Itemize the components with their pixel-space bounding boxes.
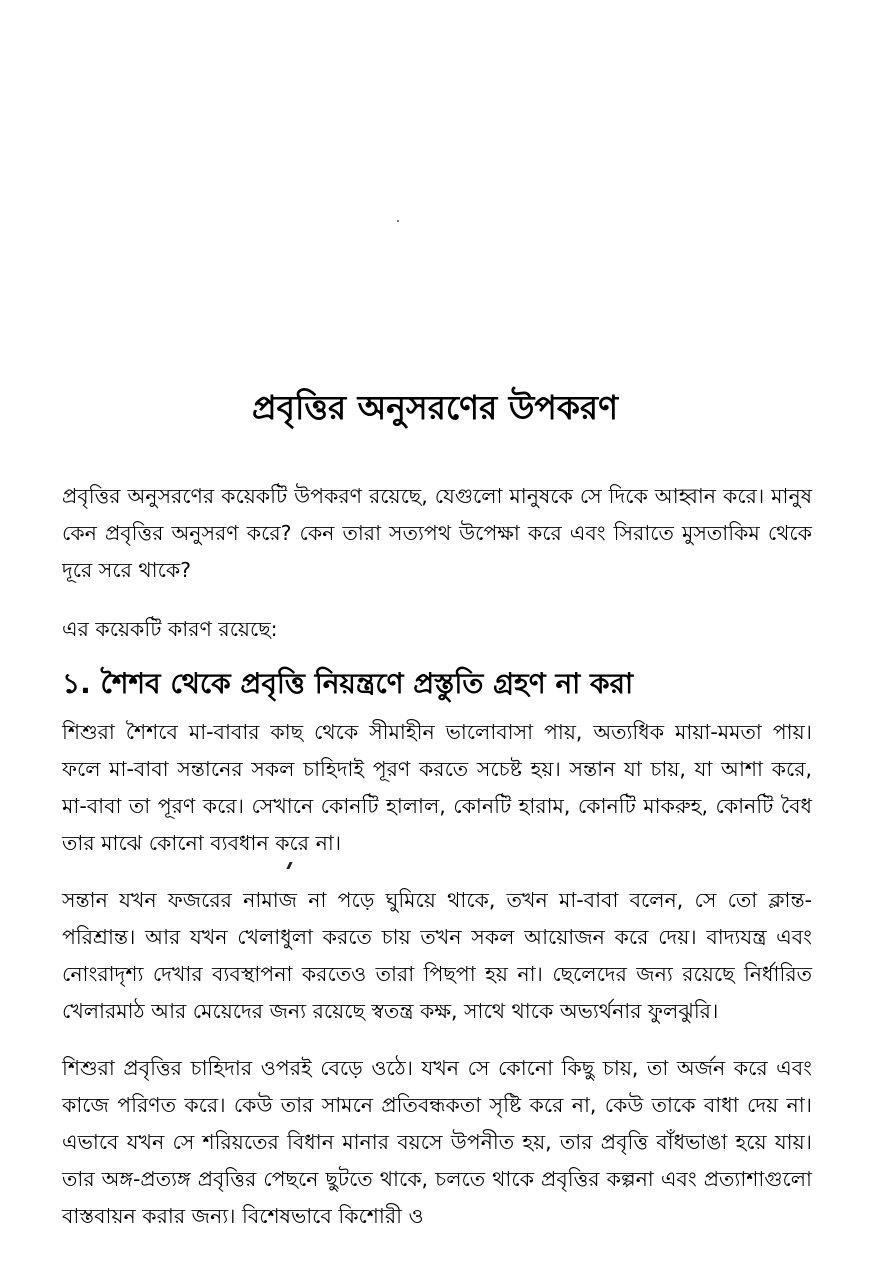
scan-speck: [397, 220, 399, 222]
body-paragraph-2: সন্তান যখন ফজরের নামাজ না পড়ে ঘুমিয়ে থাকে, তখন মা-বাবা বলেন, সে তো ক্লান্ত-পরিশ্রান্ত। আর যখন খেলাধুলা করতে চায় তখন সকল আয়োজন করে দেয়। বাদ্যযন্ত্র এবং নোংরাদৃশ্য দেখার ব্যবস্থাপনা করতেও তারা পিছপা হয় না। ছেলেদের জন্য রয়েছে নির্ধারিত খেলারমাঠ আর মেয়েদের জন্য রয়েছে স্বতন্ত্র কক্ষ, সাথে থাকে অভ্যর্থনার ফুলঝুরি।: [62, 888, 812, 1023]
body-paragraph-1: শিশুরা শৈশবে মা-বাবার কাছ থেকে সীমাহীন ভালোবাসা পায়, অত্যধিক মায়া-মমতা পায়। ফলে মা-বাবা সন্তানের সকল চাহিদাই পূরণ করতে সচেষ্ট হয়। সন্তান যা চায়, যা আশা করে, মা-বাবা তা পূরণ করে। সেখানে কোনটি হালাল, কোনটি হারাম, কোনটি মাকরুহ, কোনটি বৈধ তার মাঝে কোনো ব্যবধান করে না।: [62, 720, 812, 855]
document-body: [62, 478, 812, 1235]
body-paragraph-3: শিশুরা প্রবৃত্তির চাহিদার ওপরই বেড়ে ওঠে। যখন সে কোনো কিছু চায়, তা অর্জন করে এবং কাজে পরিণত করে। কেউ তার সামনে প্রতিবন্ধকতা সৃষ্টি করে না, কেউ তাকে বাধা দেয় না। এভাবে যখন সে শরিয়তের বিধান মানার বয়সে উপনীত হয়, তার প্রবৃত্তি বাঁধভাঙা হয়ে যায়। তার অঙ্গ-প্রত্যঙ্গ প্রবৃত্তির পেছনে ছুটতে থাকে, চলতে থাকে প্রবৃত্তির কল্পনা এবং প্রত্যাশাগুলো বাস্তবায়ন করার জন্য। বিশেষভাবে কিশোরী ও: [62, 1056, 812, 1228]
reasons-intro: এর কয়েকটি কারণ রয়েছে:: [62, 617, 278, 641]
section-heading: ১. শৈশব থেকে প্রবৃত্তি নিয়ন্ত্রণে প্রস্তুতি গ্রহণ না করা: [62, 667, 634, 700]
page-title: প্রবৃত্তির অনুসরণের উপকরণ: [251, 388, 619, 428]
intro-paragraph: প্রবৃত্তির অনুসরণের কয়েকটি উপকরণ রয়েছে, যেগুলো মানুষকে সে দিকে আহ্বান করে। মানুষ কেন প্রবৃত্তির অনুসরণ করে? কেন তারা সত্যপথ উপেক্ষা করে এবং সিরাতে মুসতাকিম থেকে দূরে সরে থাকে?: [62, 484, 812, 582]
